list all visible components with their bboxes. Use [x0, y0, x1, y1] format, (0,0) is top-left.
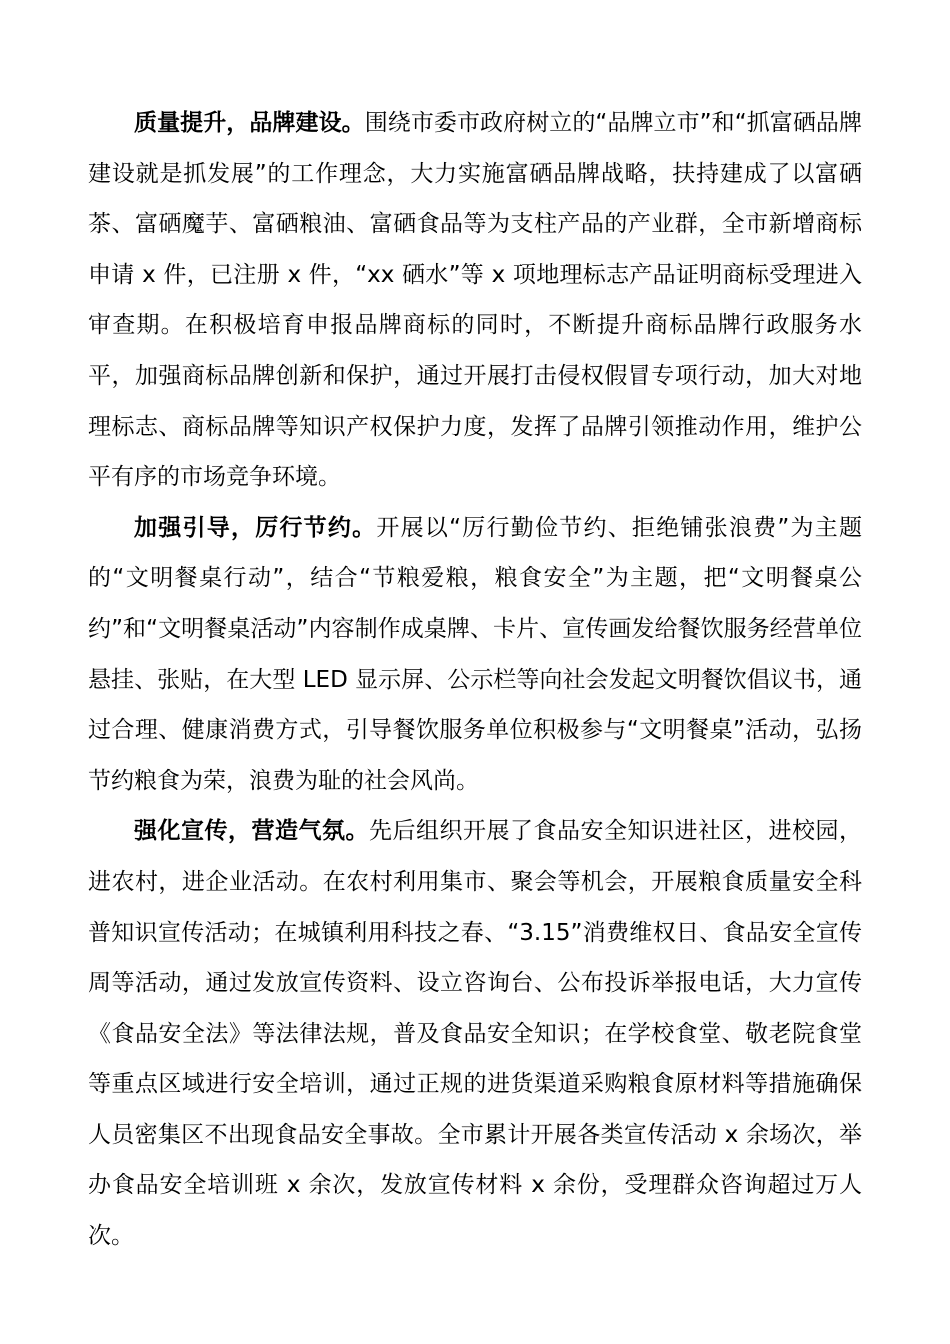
paragraph-guidance-thrift [88, 503, 862, 807]
paragraph-text: 先后组织开展了食品安全知识进社区，进校园，进农村，进企业活动。在农村利用集市、聚会等机会，开展粮食质量安全科普知识宣传活动；在城镇利用科技之春、“3.15”消费维权日、食品安全宣传周等活动，通过发放宣传资料、设立咨询台、公布投诉举报电话，大力宣传《食品安全法》等法律法规，普及食品安全知识；在学校食堂、敬老院食堂等重点区域进行安全培训，通过正规的进货渠道采购粮食原材料等措施确保人员密集区不出现食品安全事故。全市累计开展各类宣传活动 x 余场次，举办食品安全培训班 x 余次，发放宣传材料 x 余份，受理群众咨询超过万人次。 [88, 818, 862, 1250]
paragraph-heading: 加强引导，厉行节约。 [134, 514, 377, 541]
paragraph-text: 围绕市委市政府树立的“品牌立市”和“抓富硒品牌建设就是抓发展”的工作理念，大力实施富硒品牌战略，扶持建成了以富硒茶、富硒魔芋、富硒粮油、富硒食品等为支柱产品的产业群，全市新增商标申请 x 件，已注册 x 件，“xx 硒水”等 x 项地理标志产品证明商标受理进入审查期。在积极培育申报品牌商标的同时，不断提升商标品牌行政服务水平，加强商标品牌创新和保护，通过开展打击侵权假冒专项行动，加大对地理标志、商标品牌等知识产权保护力度，发挥了品牌引领推动作用，维护公平有序的市场竞争环境。 [88, 110, 862, 491]
document-body [88, 98, 862, 1262]
paragraph-quality-brand [88, 98, 862, 503]
paragraph-heading: 强化宣传，营造气氛。 [134, 818, 369, 845]
paragraph-text: 开展以“厉行勤俭节约、拒绝铺张浪费”为主题的“文明餐桌行动”，结合“节粮爱粮，粮食安全”为主题，把“文明餐桌公约”和“文明餐桌活动”内容制作成桌牌、卡片、宣传画发给餐饮服务经营单位悬挂、张贴，在大型 LED 显示屏、公示栏等向社会发起文明餐饮倡议书，通过合理、健康消费方式，引导餐饮服务单位积极参与“文明餐桌”活动，弘扬节约粮食为荣，浪费为耻的社会风尚。 [88, 514, 862, 794]
paragraph-publicity-atmosphere [88, 806, 862, 1261]
paragraph-heading: 质量提升，品牌建设。 [134, 110, 365, 136]
